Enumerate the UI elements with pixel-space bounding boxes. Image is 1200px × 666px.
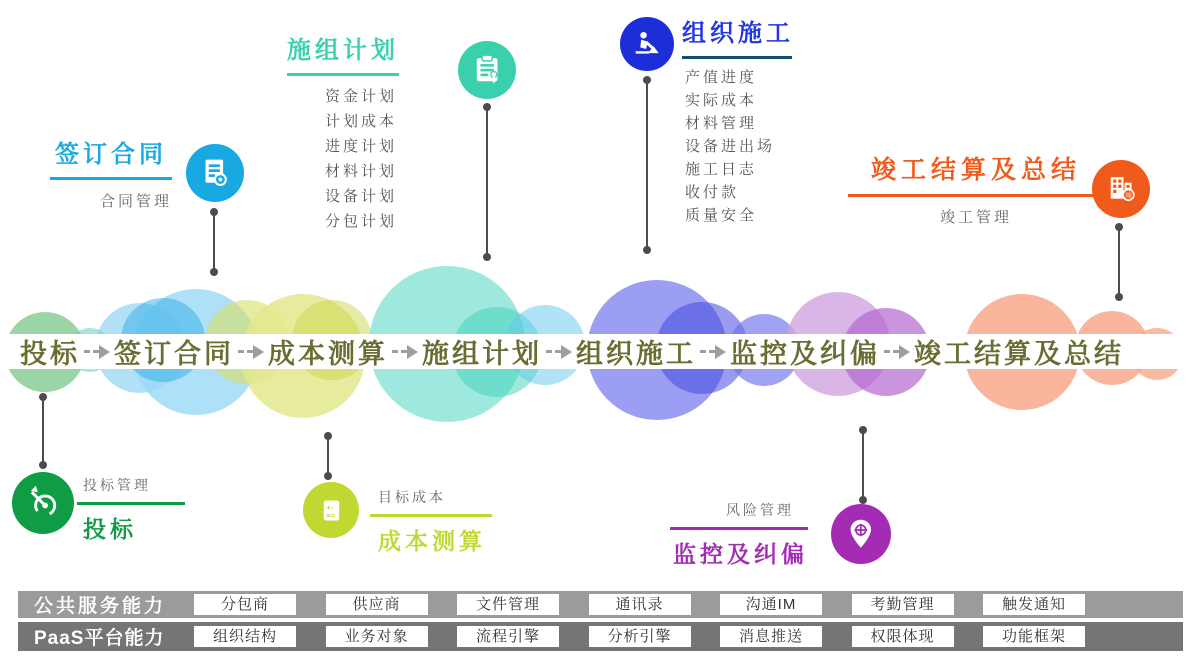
contract-seal-icon — [186, 144, 244, 202]
dart-target-icon — [12, 472, 74, 534]
callout-subtitle: 竣工管理 — [939, 209, 1012, 226]
connector-line — [486, 107, 488, 257]
timeline-band — [0, 334, 1200, 369]
callout-sign-contract — [50, 134, 172, 211]
callout-organize-construction — [682, 13, 792, 227]
calculator-icon — [303, 482, 359, 538]
capability-box: 组织结构 — [194, 626, 296, 647]
callout-construction-plan — [287, 30, 399, 234]
timeline-stage: 竣工结算及总结 — [914, 339, 1124, 369]
underline — [848, 194, 1104, 197]
callout-title: 施组计划 — [287, 37, 399, 64]
callout-title: 组织施工 — [682, 20, 794, 47]
timeline-stage: 监控及纠偏 — [730, 339, 880, 369]
underline — [287, 73, 399, 76]
bar-label: 公共服务能力 — [34, 596, 167, 617]
callout-subtitle: 目标成本 — [378, 489, 446, 505]
capability-box: 分析引擎 — [589, 626, 691, 647]
callout-title: 投标 — [83, 516, 137, 542]
connector-line — [862, 430, 864, 500]
dashed-arrow-icon — [84, 345, 110, 359]
connector-line — [1118, 227, 1120, 297]
capability-box: 沟通IM — [720, 594, 822, 615]
svg-text:×=: ×= — [325, 510, 335, 520]
dashed-arrow-icon — [238, 345, 264, 359]
dashed-arrow-icon — [884, 345, 910, 359]
connector-line — [213, 212, 215, 272]
underline — [370, 514, 492, 517]
callout-item: 资金计划 — [325, 88, 398, 105]
capability-box: 权限体现 — [852, 626, 954, 647]
callout-item: 收付款 — [685, 184, 740, 201]
connector-line — [646, 80, 648, 250]
underline — [682, 56, 792, 59]
callout-completion — [848, 150, 1104, 227]
location-pin-icon — [831, 504, 891, 564]
callout-cost-estimate — [370, 487, 492, 556]
callout-item: 施工日志 — [685, 161, 758, 178]
callout-item: 材料计划 — [325, 163, 398, 180]
completion-badge: 竣 — [1124, 192, 1132, 200]
capability-box: 供应商 — [326, 594, 428, 615]
capability-box: 业务对象 — [326, 626, 428, 647]
callout-title: 监控及纠偏 — [673, 541, 808, 567]
capability-box: 通讯录 — [589, 594, 691, 615]
callout-item: 产值进度 — [685, 69, 758, 86]
connector-line — [327, 436, 329, 476]
callout-item: 计划成本 — [325, 113, 398, 130]
connector-line — [42, 397, 44, 465]
capability-box: 流程引擎 — [457, 626, 559, 647]
dashed-arrow-icon — [392, 345, 418, 359]
construction-worker-icon — [620, 17, 674, 71]
dashed-arrow-icon — [700, 345, 726, 359]
callout-title: 签订合同 — [55, 141, 167, 168]
callout-bidding — [77, 475, 185, 544]
callout-monitoring — [670, 500, 808, 569]
callout-subtitle: 合同管理 — [99, 193, 172, 210]
underline — [77, 502, 185, 505]
callout-item: 进度计划 — [325, 138, 398, 155]
capability-box: 文件管理 — [457, 594, 559, 615]
timeline-stage: 施组计划 — [422, 339, 542, 369]
bar-label: PaaS平台能力 — [34, 628, 165, 649]
underline — [670, 527, 808, 530]
callout-item: 材料管理 — [685, 115, 758, 132]
capability-box: 考勤管理 — [852, 594, 954, 615]
paas-platform-bar — [18, 622, 1183, 651]
callout-title: 成本测算 — [378, 528, 486, 554]
dashed-arrow-icon — [546, 345, 572, 359]
capability-box: 触发通知 — [983, 594, 1085, 615]
callout-item: 质量安全 — [685, 207, 758, 224]
capability-box: 功能框架 — [983, 626, 1085, 647]
callout-item: 分包计划 — [325, 213, 398, 230]
public-service-bar — [18, 591, 1183, 618]
callout-item: 实际成本 — [685, 92, 758, 109]
callout-subtitle: 投标管理 — [83, 477, 151, 493]
capability-box: 消息推送 — [720, 626, 822, 647]
capability-box: 分包商 — [194, 594, 296, 615]
callout-subtitle: 风险管理 — [726, 502, 794, 518]
callout-title: 竣工结算及总结 — [870, 156, 1081, 184]
timeline-stage: 投标 — [20, 339, 80, 369]
timeline-stage: 签订合同 — [114, 339, 234, 369]
svg-text:+-: +- — [325, 502, 333, 512]
timeline-stage: 组织施工 — [576, 339, 696, 369]
clipboard-wrench-icon — [458, 41, 516, 99]
timeline-stage: 成本测算 — [268, 339, 388, 369]
callout-item: 设备计划 — [325, 188, 398, 205]
underline — [50, 177, 172, 180]
callout-item: 设备进出场 — [685, 138, 776, 155]
